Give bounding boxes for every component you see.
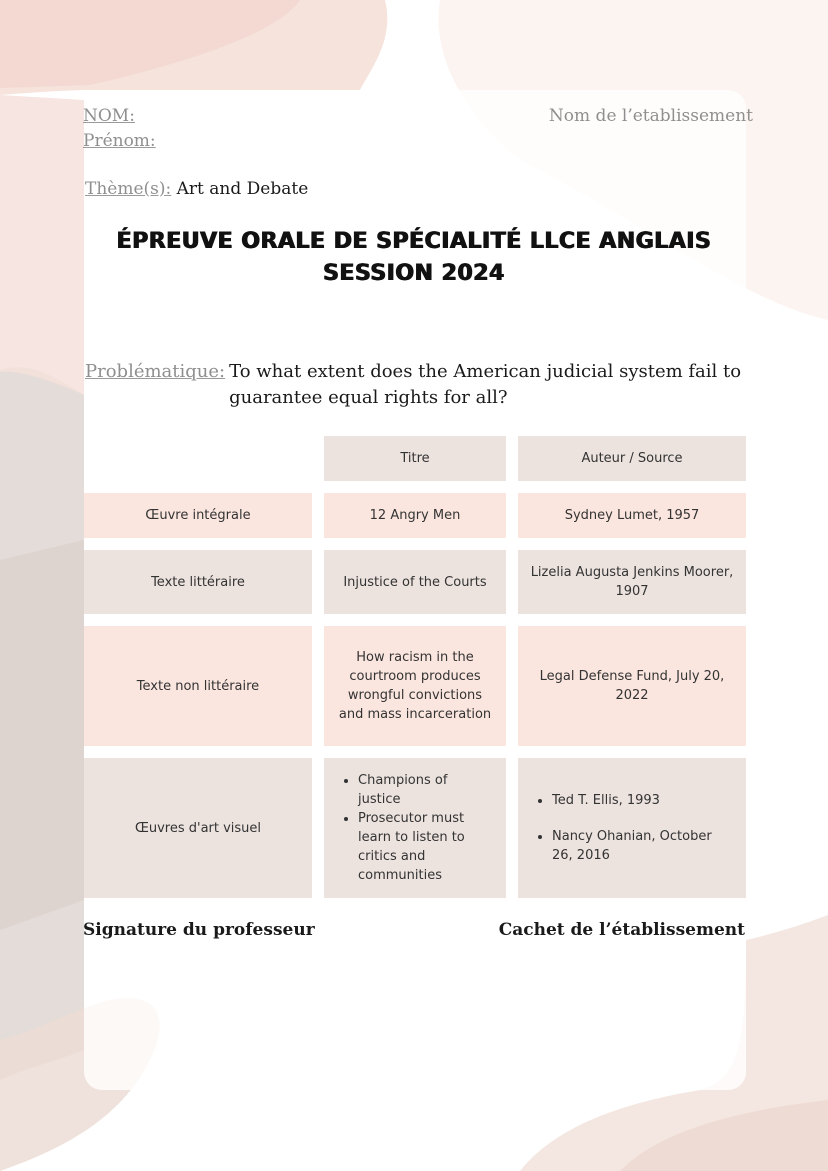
cachet-etablissement: Cachet de l’établissement xyxy=(498,920,745,940)
table-row-type: Œuvres d'art visuel xyxy=(84,758,312,898)
table-row-titre: 12 Angry Men xyxy=(324,493,506,538)
signature-professeur: Signature du professeur xyxy=(83,920,315,940)
theme-line xyxy=(85,179,308,199)
title-line-1: ÉPREUVE ORALE DE SPÉCIALITÉ LLCE ANGLAIS xyxy=(116,229,712,254)
table-row-titre: How racism in the courtroom produces wrongful convictions and mass incarceration xyxy=(324,626,506,746)
etablissement-name: Nom de l’etablissement xyxy=(548,106,753,126)
table-row-titre: Injustice of the Courts xyxy=(324,550,506,614)
prenom-label: Prénom: xyxy=(83,131,156,151)
list-item: • Nancy Ohanian, October 26, 2016 xyxy=(552,827,734,865)
table-row-auteur: Lizelia Augusta Jenkins Moorer, 1907 xyxy=(518,550,746,614)
nom-label: NOM: xyxy=(83,106,135,126)
problematique xyxy=(85,359,749,411)
list-item: • Champions of justice xyxy=(358,771,494,809)
table-header-auteur: Auteur / Source xyxy=(518,436,746,481)
title-line-2: SESSION 2024 xyxy=(323,261,505,286)
table-row-auteur: Sydney Lumet, 1957 xyxy=(518,493,746,538)
document-title xyxy=(84,226,744,290)
table-row-titre-list xyxy=(324,758,506,898)
list-item: • Ted T. Ellis, 1993 xyxy=(552,791,734,810)
table-row-auteur-list xyxy=(518,758,746,898)
problematique-label: Problématique: xyxy=(85,361,226,382)
list-item: • Prosecutor must learn to listen to critics and communities xyxy=(358,809,494,885)
theme-value: Art and Debate xyxy=(176,179,309,199)
theme-label: Thème(s): xyxy=(85,179,172,199)
table-row-type: Texte littéraire xyxy=(84,550,312,614)
problematique-question: To what extent does the American judicial system fail to guarantee equal rights for all? xyxy=(229,361,742,408)
table-row-type: Œuvre intégrale xyxy=(84,493,312,538)
table-header-empty xyxy=(84,436,312,481)
table-row-auteur: Legal Defense Fund, July 20, 2022 xyxy=(518,626,746,746)
table-row-type: Texte non littéraire xyxy=(84,626,312,746)
table-header-titre: Titre xyxy=(324,436,506,481)
